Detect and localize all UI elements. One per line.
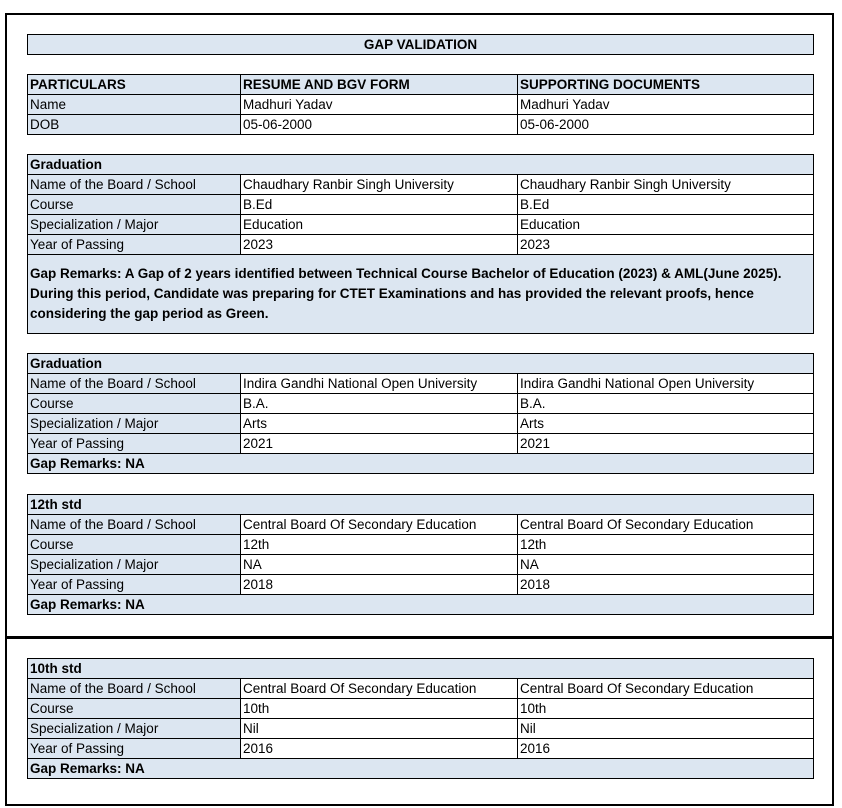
col-header-particulars: PARTICULARS	[28, 75, 241, 95]
table-row	[28, 719, 814, 739]
docs-value: Indira Gandhi National Open University	[518, 374, 814, 394]
col-header-docs: SUPPORTING DOCUMENTS	[518, 75, 814, 95]
row-label: Year of Passing	[28, 575, 241, 595]
resume-value: 10th	[241, 699, 518, 719]
docs-value: Central Board Of Secondary Education	[518, 515, 814, 535]
resume-value: Arts	[241, 414, 518, 434]
gap-remarks: Gap Remarks: A Gap of 2 years identified between Technical Course Bachelor of Education (2023) & AML(June 2025). During this period, Candidate was preparing for CTET Examinations and has provided the relevant proofs, hence considering the gap period as Green.	[28, 255, 814, 334]
title-table	[27, 34, 814, 55]
table-row	[28, 95, 814, 115]
section-heading: 12th std	[28, 495, 814, 515]
row-label: Course	[28, 699, 241, 719]
row-label: Specialization / Major	[28, 215, 241, 235]
docs-value: Central Board Of Secondary Education	[518, 679, 814, 699]
col-header-resume: RESUME AND BGV FORM	[241, 75, 518, 95]
row-label: Year of Passing	[28, 235, 241, 255]
table-row	[28, 679, 814, 699]
table-row	[28, 175, 814, 195]
table-row	[28, 195, 814, 215]
docs-value: 05-06-2000	[518, 115, 814, 135]
resume-value: Central Board Of Secondary Education	[241, 679, 518, 699]
table-row	[28, 414, 814, 434]
row-label: Year of Passing	[28, 434, 241, 454]
table-row	[28, 215, 814, 235]
docs-value: B.Ed	[518, 195, 814, 215]
docs-value: Education	[518, 215, 814, 235]
table-row	[28, 115, 814, 135]
section-table	[27, 154, 814, 334]
resume-value: Central Board Of Secondary Education	[241, 515, 518, 535]
resume-value: Madhuri Yadav	[241, 95, 518, 115]
section-heading: 10th std	[28, 659, 814, 679]
personal-table	[27, 74, 814, 135]
docs-value: 2016	[518, 739, 814, 759]
resume-value: Indira Gandhi National Open University	[241, 374, 518, 394]
section-table	[27, 658, 814, 779]
table-row	[28, 555, 814, 575]
docs-value: 2021	[518, 434, 814, 454]
row-label: Name of the Board / School	[28, 374, 241, 394]
docs-value: 10th	[518, 699, 814, 719]
row-label: Specialization / Major	[28, 555, 241, 575]
docs-value: NA	[518, 555, 814, 575]
row-label: Name of the Board / School	[28, 679, 241, 699]
table-row	[28, 515, 814, 535]
docs-value: Chaudhary Ranbir Singh University	[518, 175, 814, 195]
resume-value: 05-06-2000	[241, 115, 518, 135]
row-label: Course	[28, 195, 241, 215]
resume-value: NA	[241, 555, 518, 575]
docs-value: Madhuri Yadav	[518, 95, 814, 115]
docs-value: 2023	[518, 235, 814, 255]
gap-remarks: Gap Remarks: NA	[28, 595, 814, 615]
section-heading: Graduation	[28, 155, 814, 175]
resume-value: B.Ed	[241, 195, 518, 215]
table-row	[28, 699, 814, 719]
docs-value: 2018	[518, 575, 814, 595]
resume-value: Education	[241, 215, 518, 235]
row-label: Specialization / Major	[28, 719, 241, 739]
docs-value: Nil	[518, 719, 814, 739]
docs-value: 12th	[518, 535, 814, 555]
row-label: Year of Passing	[28, 739, 241, 759]
section-table	[27, 494, 814, 615]
table-row	[28, 739, 814, 759]
row-label: Name	[28, 95, 241, 115]
table-row	[28, 535, 814, 555]
row-label: Course	[28, 535, 241, 555]
docs-value: B.A.	[518, 394, 814, 414]
row-label: DOB	[28, 115, 241, 135]
table-row	[28, 394, 814, 414]
table-row	[28, 374, 814, 394]
page-title: GAP VALIDATION	[28, 35, 814, 55]
table-row	[28, 575, 814, 595]
resume-value: 12th	[241, 535, 518, 555]
resume-value: 2021	[241, 434, 518, 454]
row-label: Specialization / Major	[28, 414, 241, 434]
gap-remarks: Gap Remarks: NA	[28, 454, 814, 474]
resume-value: Nil	[241, 719, 518, 739]
row-label: Course	[28, 394, 241, 414]
row-label: Name of the Board / School	[28, 515, 241, 535]
resume-value: 2018	[241, 575, 518, 595]
resume-value: 2023	[241, 235, 518, 255]
table-row	[28, 434, 814, 454]
row-label: Name of the Board / School	[28, 175, 241, 195]
resume-value: B.A.	[241, 394, 518, 414]
resume-value: Chaudhary Ranbir Singh University	[241, 175, 518, 195]
docs-value: Arts	[518, 414, 814, 434]
section-heading: Graduation	[28, 354, 814, 374]
resume-value: 2016	[241, 739, 518, 759]
table-row	[28, 235, 814, 255]
gap-remarks: Gap Remarks: NA	[28, 759, 814, 779]
section-table	[27, 353, 814, 474]
